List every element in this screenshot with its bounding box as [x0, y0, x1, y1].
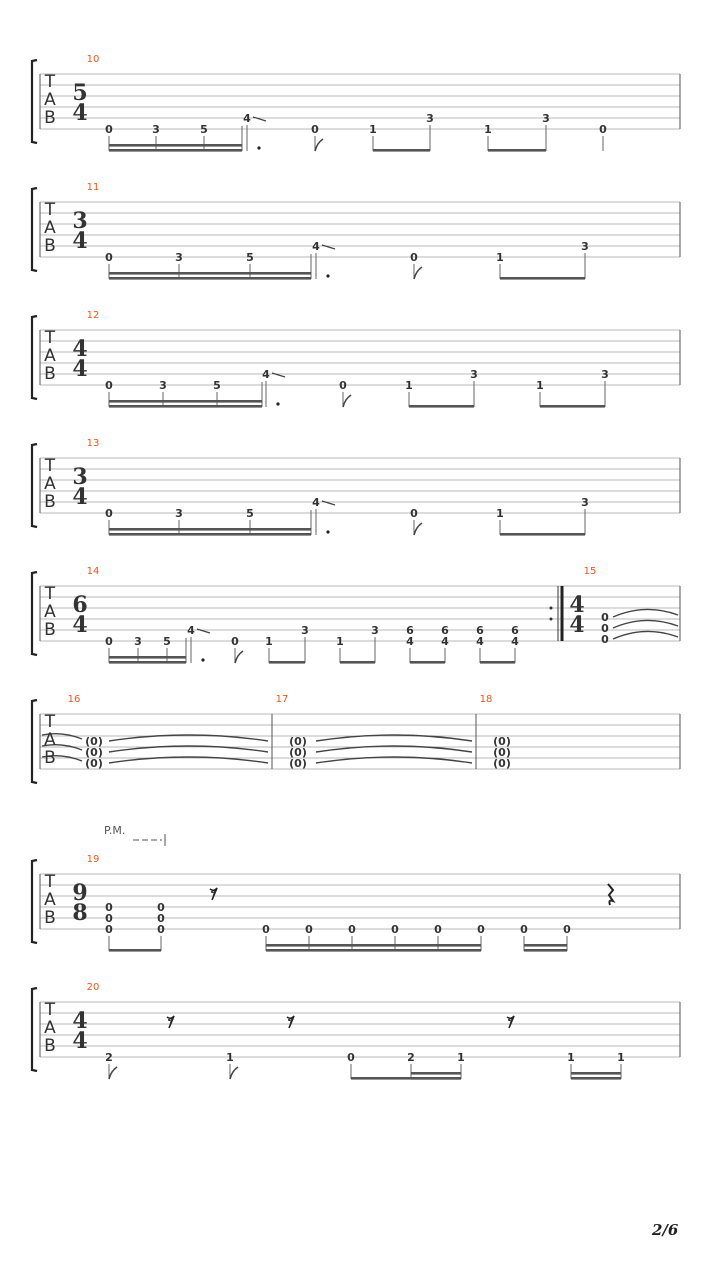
tab-clef-letter: A	[44, 602, 56, 622]
tab-clef-letter: A	[44, 346, 56, 366]
fret-number: 0	[105, 912, 113, 925]
dot	[326, 530, 329, 533]
beam	[524, 949, 567, 952]
tab-clef-letter: B	[44, 492, 56, 512]
tab-clef-letter: A	[44, 730, 56, 750]
time-sig-top: 6	[72, 592, 88, 618]
beam	[571, 1077, 621, 1080]
fret-number: 6	[511, 624, 519, 637]
fret-number: 1	[484, 123, 492, 136]
fret-number: 5	[163, 635, 171, 648]
dot	[201, 658, 204, 661]
time-sig-top: 4	[569, 592, 585, 618]
fret-number-tied: (0)	[493, 746, 511, 759]
measure-number: 16	[67, 694, 81, 705]
fret-number: 3	[470, 368, 478, 381]
fret-number: 4	[312, 496, 320, 509]
measure-number: 19	[86, 854, 100, 865]
system-bracket	[32, 444, 37, 527]
fret-number: 1	[457, 1051, 465, 1064]
time-sig-bottom: 4	[72, 612, 88, 638]
eighth-rest: 𝄾	[210, 884, 216, 905]
note-flag	[235, 651, 243, 663]
beam	[500, 533, 585, 536]
time-sig-bottom: 4	[72, 1028, 88, 1054]
system-bracket	[32, 988, 37, 1071]
beam	[524, 944, 567, 947]
tab-clef-letter: B	[44, 236, 56, 256]
measure-number: 10	[86, 54, 100, 65]
beam	[109, 149, 242, 152]
fret-number: 4	[312, 240, 320, 253]
fret-number: 4	[511, 635, 519, 648]
beam	[109, 272, 311, 275]
tab-clef-letter: B	[44, 620, 56, 640]
fret-number: 1	[496, 251, 504, 264]
tie-arc	[613, 609, 678, 617]
time-sig-bottom: 4	[72, 100, 88, 126]
tab-clef-letter: T	[44, 584, 56, 604]
tab-system	[32, 188, 680, 280]
fret-number: 0	[601, 611, 609, 624]
beam	[269, 661, 305, 664]
fret-number: 0	[105, 901, 113, 914]
fret-number: 0	[305, 923, 313, 936]
tab-clef-letter: T	[44, 456, 56, 476]
beam	[266, 944, 481, 947]
fret-number: 3	[175, 251, 183, 264]
fret-number: 1	[405, 379, 413, 392]
fret-number: 0	[105, 923, 113, 936]
fret-number: 1	[265, 635, 273, 648]
measure-number: 20	[86, 982, 100, 993]
fret-number: 0	[262, 923, 270, 936]
fret-number: 0	[105, 379, 113, 392]
system-bracket	[32, 60, 37, 143]
system-bracket	[32, 860, 37, 943]
fret-number: 2	[105, 1051, 113, 1064]
tab-clef-letter: A	[44, 1018, 56, 1038]
eighth-rest: 𝄾	[287, 1012, 293, 1033]
eighth-rest: 𝄾	[507, 1012, 513, 1033]
system-bracket	[32, 188, 37, 271]
beam	[109, 533, 311, 536]
fret-number-tied: (0)	[493, 757, 511, 770]
beam	[109, 528, 311, 531]
beam	[411, 1077, 461, 1080]
fret-number: 1	[617, 1051, 625, 1064]
fret-number: 3	[159, 379, 167, 392]
fret-number: 6	[476, 624, 484, 637]
note-flag	[109, 1067, 117, 1079]
note-flag	[315, 139, 323, 151]
fret-number: 0	[410, 507, 418, 520]
time-sig-top: 3	[72, 208, 88, 234]
beam	[540, 405, 605, 408]
page-number: 2/6	[652, 1221, 679, 1239]
fret-number: 0	[601, 622, 609, 635]
fret-number: 3	[581, 496, 589, 509]
measure-number: 17	[275, 694, 289, 705]
dot	[276, 402, 279, 405]
beam	[340, 661, 375, 664]
time-sig-top: 3	[72, 464, 88, 490]
fret-number: 0	[157, 912, 165, 925]
fret-number-tied: (0)	[85, 735, 103, 748]
fret-number: 0	[157, 901, 165, 914]
fret-number-tied: (0)	[289, 757, 307, 770]
fret-number: 6	[406, 624, 414, 637]
fret-number: 3	[371, 624, 379, 637]
fret-number: 4	[441, 635, 449, 648]
fret-number: 0	[410, 251, 418, 264]
fret-number: 1	[536, 379, 544, 392]
fret-number: 0	[520, 923, 528, 936]
fret-number: 5	[200, 123, 208, 136]
measure-number: 11	[86, 182, 100, 193]
measure-number: 14	[86, 566, 100, 577]
fret-number: 3	[601, 368, 609, 381]
beam	[109, 277, 311, 280]
fret-number: 0	[563, 923, 571, 936]
fret-number: 0	[391, 923, 399, 936]
tab-system	[32, 444, 680, 536]
fret-number: 0	[599, 123, 607, 136]
tab-clef-letter: A	[44, 474, 56, 494]
measure-number: 12	[86, 310, 100, 321]
fret-number-tied: (0)	[289, 735, 307, 748]
tab-clef-letter: T	[44, 72, 56, 92]
system-bracket	[32, 700, 37, 783]
tab-clef-letter: T	[44, 1000, 56, 1020]
measure-number: 15	[583, 566, 597, 577]
beam	[373, 149, 430, 152]
beam	[411, 1072, 461, 1075]
fret-number: 0	[311, 123, 319, 136]
fret-number: 1	[567, 1051, 575, 1064]
system-bracket	[32, 316, 37, 399]
fret-number: 0	[601, 633, 609, 646]
time-sig-bottom: 4	[72, 484, 88, 510]
fret-number-tied: (0)	[289, 746, 307, 759]
fret-number: 3	[426, 112, 434, 125]
fret-number: 0	[347, 1051, 355, 1064]
fret-number: 3	[581, 240, 589, 253]
beam	[409, 405, 474, 408]
tab-clef-letter: T	[44, 872, 56, 892]
tab-clef-letter: B	[44, 908, 56, 928]
fret-number: 4	[406, 635, 414, 648]
beam	[109, 405, 262, 408]
beam	[109, 661, 186, 664]
fret-number: 0	[105, 251, 113, 264]
note-flag	[414, 523, 422, 535]
beam	[266, 949, 481, 952]
time-sig-bottom: 4	[72, 228, 88, 254]
tab-system	[32, 988, 680, 1080]
beam	[109, 656, 186, 659]
beam	[410, 661, 445, 664]
tab-system	[32, 700, 680, 783]
fret-number-tied: (0)	[493, 735, 511, 748]
fret-number: 0	[231, 635, 239, 648]
quarter-rest	[608, 884, 613, 905]
repeat-dot	[550, 618, 553, 621]
time-sig-bottom: 8	[72, 900, 88, 926]
measure-number: 13	[86, 438, 100, 449]
tab-clef-letter: B	[44, 364, 56, 384]
beam	[571, 1072, 621, 1075]
dot	[326, 274, 329, 277]
time-sig-top: 9	[72, 880, 88, 906]
fret-number: 3	[542, 112, 550, 125]
fret-number: 0	[434, 923, 442, 936]
system-bracket	[32, 572, 37, 655]
fret-number: 0	[348, 923, 356, 936]
eighth-rest: 𝄾	[167, 1012, 173, 1033]
time-sig-top: 5	[72, 80, 88, 106]
fret-number: 0	[105, 123, 113, 136]
note-flag	[414, 267, 422, 279]
fret-number: 1	[369, 123, 377, 136]
fret-number: 4	[187, 624, 195, 637]
fret-number: 0	[105, 635, 113, 648]
fret-number: 1	[496, 507, 504, 520]
fret-number: 4	[476, 635, 484, 648]
beam	[109, 400, 262, 403]
fret-number: 4	[262, 368, 270, 381]
fret-number: 3	[301, 624, 309, 637]
tab-system	[32, 60, 680, 152]
fret-number: 3	[134, 635, 142, 648]
tab-system	[32, 316, 680, 408]
tab-clef-letter: T	[44, 328, 56, 348]
time-sig-top: 4	[72, 336, 88, 362]
fret-number: 3	[152, 123, 160, 136]
fret-number: 5	[246, 507, 254, 520]
time-sig-bottom: 4	[569, 612, 585, 638]
fret-number: 4	[243, 112, 251, 125]
dot	[257, 146, 260, 149]
fret-number: 2	[407, 1051, 415, 1064]
tie-arc	[613, 620, 678, 628]
note-flag	[230, 1067, 238, 1079]
fret-number: 5	[246, 251, 254, 264]
tab-clef-letter: T	[44, 200, 56, 220]
tab-clef-letter: B	[44, 1036, 56, 1056]
tab-clef-letter: A	[44, 90, 56, 110]
repeat-dot	[550, 607, 553, 610]
beam	[109, 144, 242, 147]
tab-clef-letter: T	[44, 712, 56, 732]
tab-clef-letter: A	[44, 890, 56, 910]
measure-number: 18	[479, 694, 493, 705]
fret-number: 6	[441, 624, 449, 637]
beam	[500, 277, 585, 280]
tab-system	[32, 834, 680, 952]
fret-number: 0	[157, 923, 165, 936]
tab-clef-letter: B	[44, 108, 56, 128]
fret-number: 0	[339, 379, 347, 392]
fret-number-tied: (0)	[85, 746, 103, 759]
fret-number: 3	[175, 507, 183, 520]
palm-mute-label: P.M.	[104, 824, 126, 837]
beam	[480, 661, 515, 664]
note-flag	[343, 395, 351, 407]
fret-number-tied: (0)	[85, 757, 103, 770]
fret-number: 0	[105, 507, 113, 520]
tie-arc	[613, 631, 678, 639]
fret-number: 1	[336, 635, 344, 648]
time-sig-top: 4	[72, 1008, 88, 1034]
fret-number: 1	[226, 1051, 234, 1064]
time-sig-bottom: 4	[72, 356, 88, 382]
tab-clef-letter: A	[44, 218, 56, 238]
tab-clef-letter: B	[44, 748, 56, 768]
fret-number: 5	[213, 379, 221, 392]
beam	[488, 149, 546, 152]
fret-number: 0	[477, 923, 485, 936]
beam	[109, 949, 161, 952]
